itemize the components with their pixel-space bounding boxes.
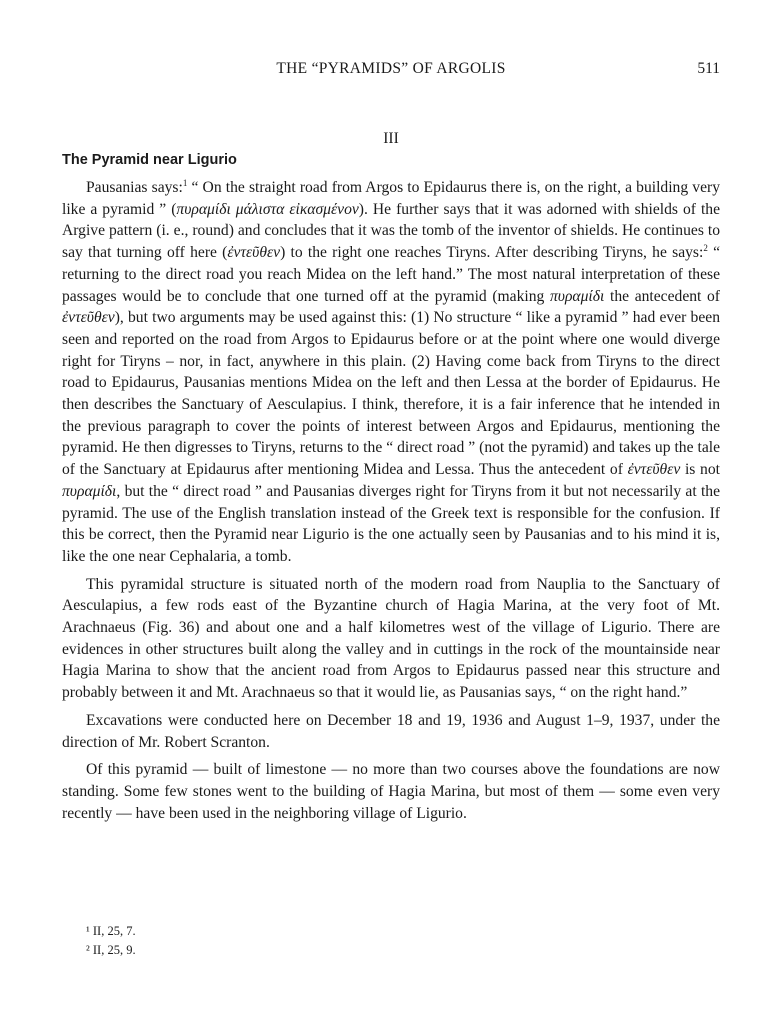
- paragraph-3: Excavations were conducted here on December 18 and 19, 1936 and August 1–9, 1937, under the direction of Mr. Robert Scranton.: [62, 711, 720, 751]
- text-run: Pausanias says:: [86, 179, 183, 196]
- running-head: [62, 60, 720, 82]
- section-numeral: III: [383, 130, 399, 147]
- greek-word: ἐντεῦθεν: [227, 244, 281, 262]
- footnote-ref: 2: [703, 242, 708, 253]
- footnote-1: ¹ II, 25, 7.: [86, 924, 136, 938]
- page-number: 511: [697, 60, 720, 77]
- footnotes: [86, 922, 136, 960]
- text-run: , but the “ direct road ” and Pausanias diverges right for Tiryns from it but not necessarily at the pyramid. The use of the English translation instead of the Greek text is responsible for the confusion. If this be correct, then the Pyramid near Ligurio is the one actually seen by Pausanias and to his mind it is, like the one near Cephalaria, a tomb.: [62, 482, 720, 565]
- footnote-ref: 1: [182, 177, 188, 188]
- text-run: ) to the right one reaches Tiryns. After describing Tiryns, he says:: [280, 244, 704, 262]
- running-title: THE “PYRAMIDS” OF ARGOLIS: [276, 60, 506, 77]
- text-run: the antecedent of: [604, 287, 721, 305]
- text-run: “ returning to the direct road you reach Midea on the left hand.” The most natural interpretation of these passages would be to conclude that one turned off at the pyramid (making: [62, 244, 720, 305]
- greek-word: πυραμίδι: [62, 482, 117, 500]
- greek-quote: πυραμίδι μάλιστα εἰκασμένον: [176, 200, 359, 218]
- footnote-2: ² II, 25, 9.: [86, 943, 136, 957]
- paragraph-4: Of this pyramid — built of limestone — no more than two courses above the foundations are now standing. Some few stones went to the building of Hagia Marina, but most of them — some even very recently — have been used in the neighboring village of Ligurio.: [62, 761, 720, 822]
- greek-word: ἐντεῦθεν: [627, 461, 681, 479]
- text-run: ), but two arguments may be used against this: (1) No structure “ like a pyramid ” had ever been seen and reported on the road from Argos to Epidaurus before or at the point where one would diverge right for Tiryns – nor, in fact, anywhere in this plain. (2) Having come back from Tiryns to the direct road to Epidaurus, Pausanias mentions Midea on the left and then Lessa at the border of Epidaurus. He then describes the Sanctuary of Aesculapius. I think, therefore, it is a fair inference that he intended in the previous paragraph to cover the points of interest between Argos and Epidaurus, mentioning the pyramid. He then digresses to Tiryns, returns to the “ direct road ” (not the pyramid) and takes up the tale of the Sanctuary at Epidaurus after mentioning Midea and Lessa. Thus the antecedent of: [62, 309, 720, 479]
- section-heading: The Pyramid near Ligurio: [62, 152, 237, 168]
- greek-word: ἐντεῦθεν: [62, 309, 115, 327]
- body-text: [62, 177, 720, 830]
- paragraph-2: This pyramidal structure is situated north of the modern road from Nauplia to the Sanctuary of Aesculapius, a few rods east of the Byzantine church of Hagia Marina, at the very foot of Mt. Arachnaeus (Fig. 36) and about one and a half kilometres west of the village of Ligurio. There are evidences in other structures built along the valley and in cuttings in the rock of the mountainside near Hagia Marina to show that the ancient road from Argos to Epidaurus passed near this structure and probably between it and Mt. Arachnaeus so that it would lie, as Pausanias says, “ on the right hand.”: [62, 575, 720, 702]
- text-run: is not: [680, 461, 720, 479]
- text-run: “ On the straight road from Argos to Epidaurus there is, on the right, a building very like a pyramid ” (: [62, 179, 721, 218]
- greek-word: πυραμίδι: [549, 287, 605, 305]
- paragraph-1: [62, 177, 720, 568]
- text-run: ). He further says that it was adorned with shields of the Argive pattern (i. e., round) and concludes that it was the tomb of the inventor of shields. He continues to say that turning off here (: [62, 200, 720, 262]
